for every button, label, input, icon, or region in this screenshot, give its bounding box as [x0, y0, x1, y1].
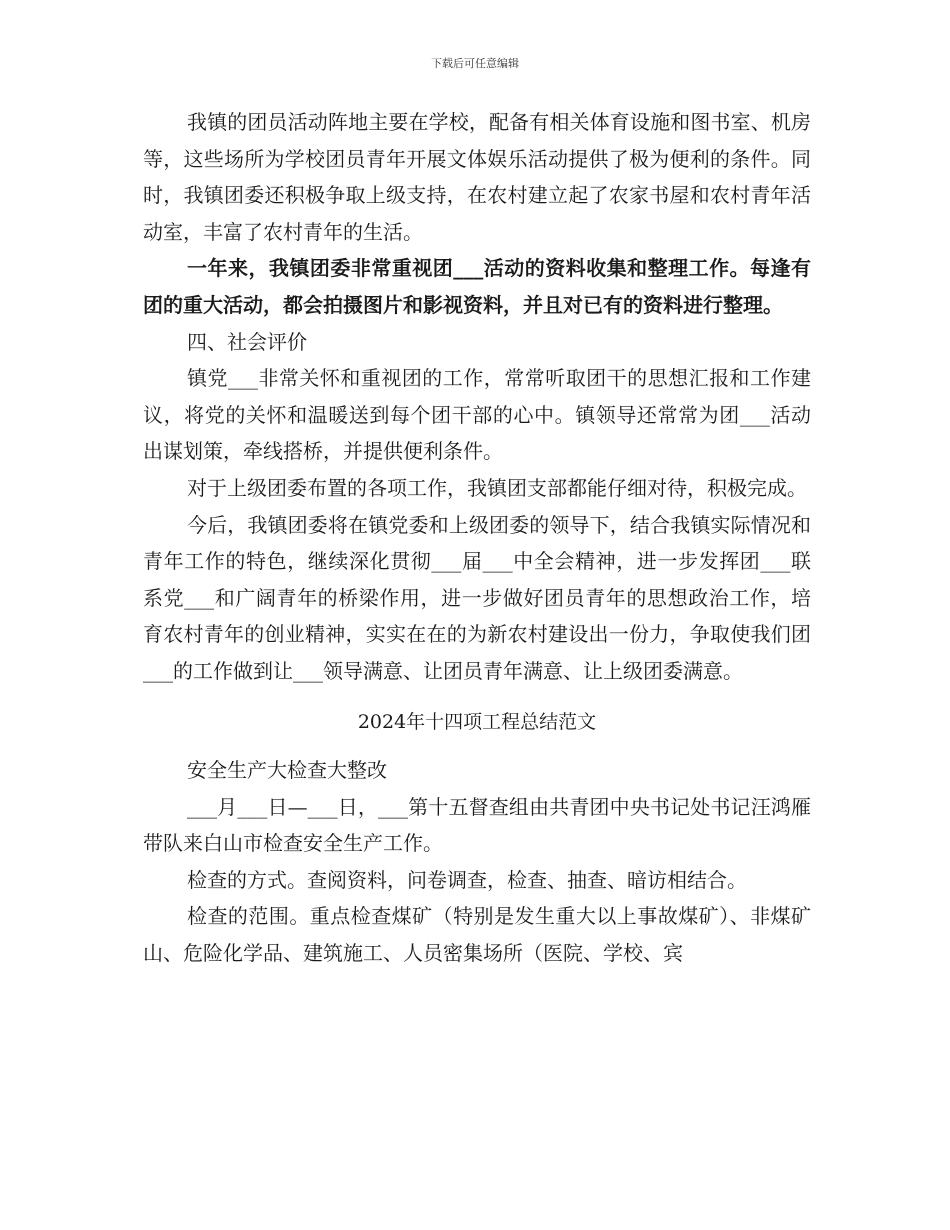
- paragraph-inspection-method: 检查的方式。查阅资料，问卷调查，检查、抽查、暗访相结合。: [187, 867, 747, 892]
- paragraph-future-plans: 今后，我镇团委将在镇党委和上级团委的领导下，结合我镇实际情况和青年工作的特色，继续深化贯彻___届___中全会精神，进一步发挥团___联系党___和广阔青年的桥梁作用，进一步做好团员青年的思想政治工作，培育农村青年的创业精神，实实在在的为新农村建设出一份力，争取使我们团___的工作做到让___领导满意、让团员青年满意、让上级团委满意。: [143, 512, 811, 683]
- document-body: [143, 104, 811, 972]
- paragraph-inspection-scope: 检查的范围。重点检查煤矿（特别是发生重大以上事故煤矿）、非煤矿山、危险化学品、建筑施工、人员密集场所（医院、学校、宾: [143, 904, 811, 966]
- paragraph-inspection-team: ___月___日—___日，___第十五督查组由共青团中央书记处书记汪鸿雁带队来白山市检查安全生产工作。: [143, 794, 811, 856]
- paragraph-party-care: 镇党___非常关怀和重视团的工作，常常听取团干的思想汇报和工作建议，将党的关怀和温暖送到每个团干部的心中。镇领导还常常为团___活动出谋划策，牵线搭桥，并提供便利条件。: [143, 366, 811, 464]
- section-heading-social-evaluation: 四、社会评价: [187, 329, 307, 354]
- page-header-note: 下载后可任意编辑: [431, 57, 519, 70]
- paragraph-safety-inspection-heading: 安全生产大检查大整改: [187, 758, 387, 783]
- paragraph-materials-collection: 一年来，我镇团委非常重视团___活动的资料收集和整理工作。每逢有团的重大活动，都会拍摄图片和影视资料，并且对已有的资料进行整理。: [143, 256, 811, 317]
- paragraph-superior-tasks: 对于上级团委布置的各项工作，我镇团支部都能仔细对待，积极完成。: [187, 475, 807, 500]
- section-title: 2024年十四项工程总结范文: [357, 710, 597, 733]
- paragraph-activity-venues: 我镇的团员活动阵地主要在学校，配备有相关体育设施和图书室、机房等，这些场所为学校团员青年开展文体娱乐活动提供了极为便利的条件。同时，我镇团委还积极争取上级支持，在农村建立起了农家书屋和农村青年活动室，丰富了农村青年的生活。: [143, 110, 811, 244]
